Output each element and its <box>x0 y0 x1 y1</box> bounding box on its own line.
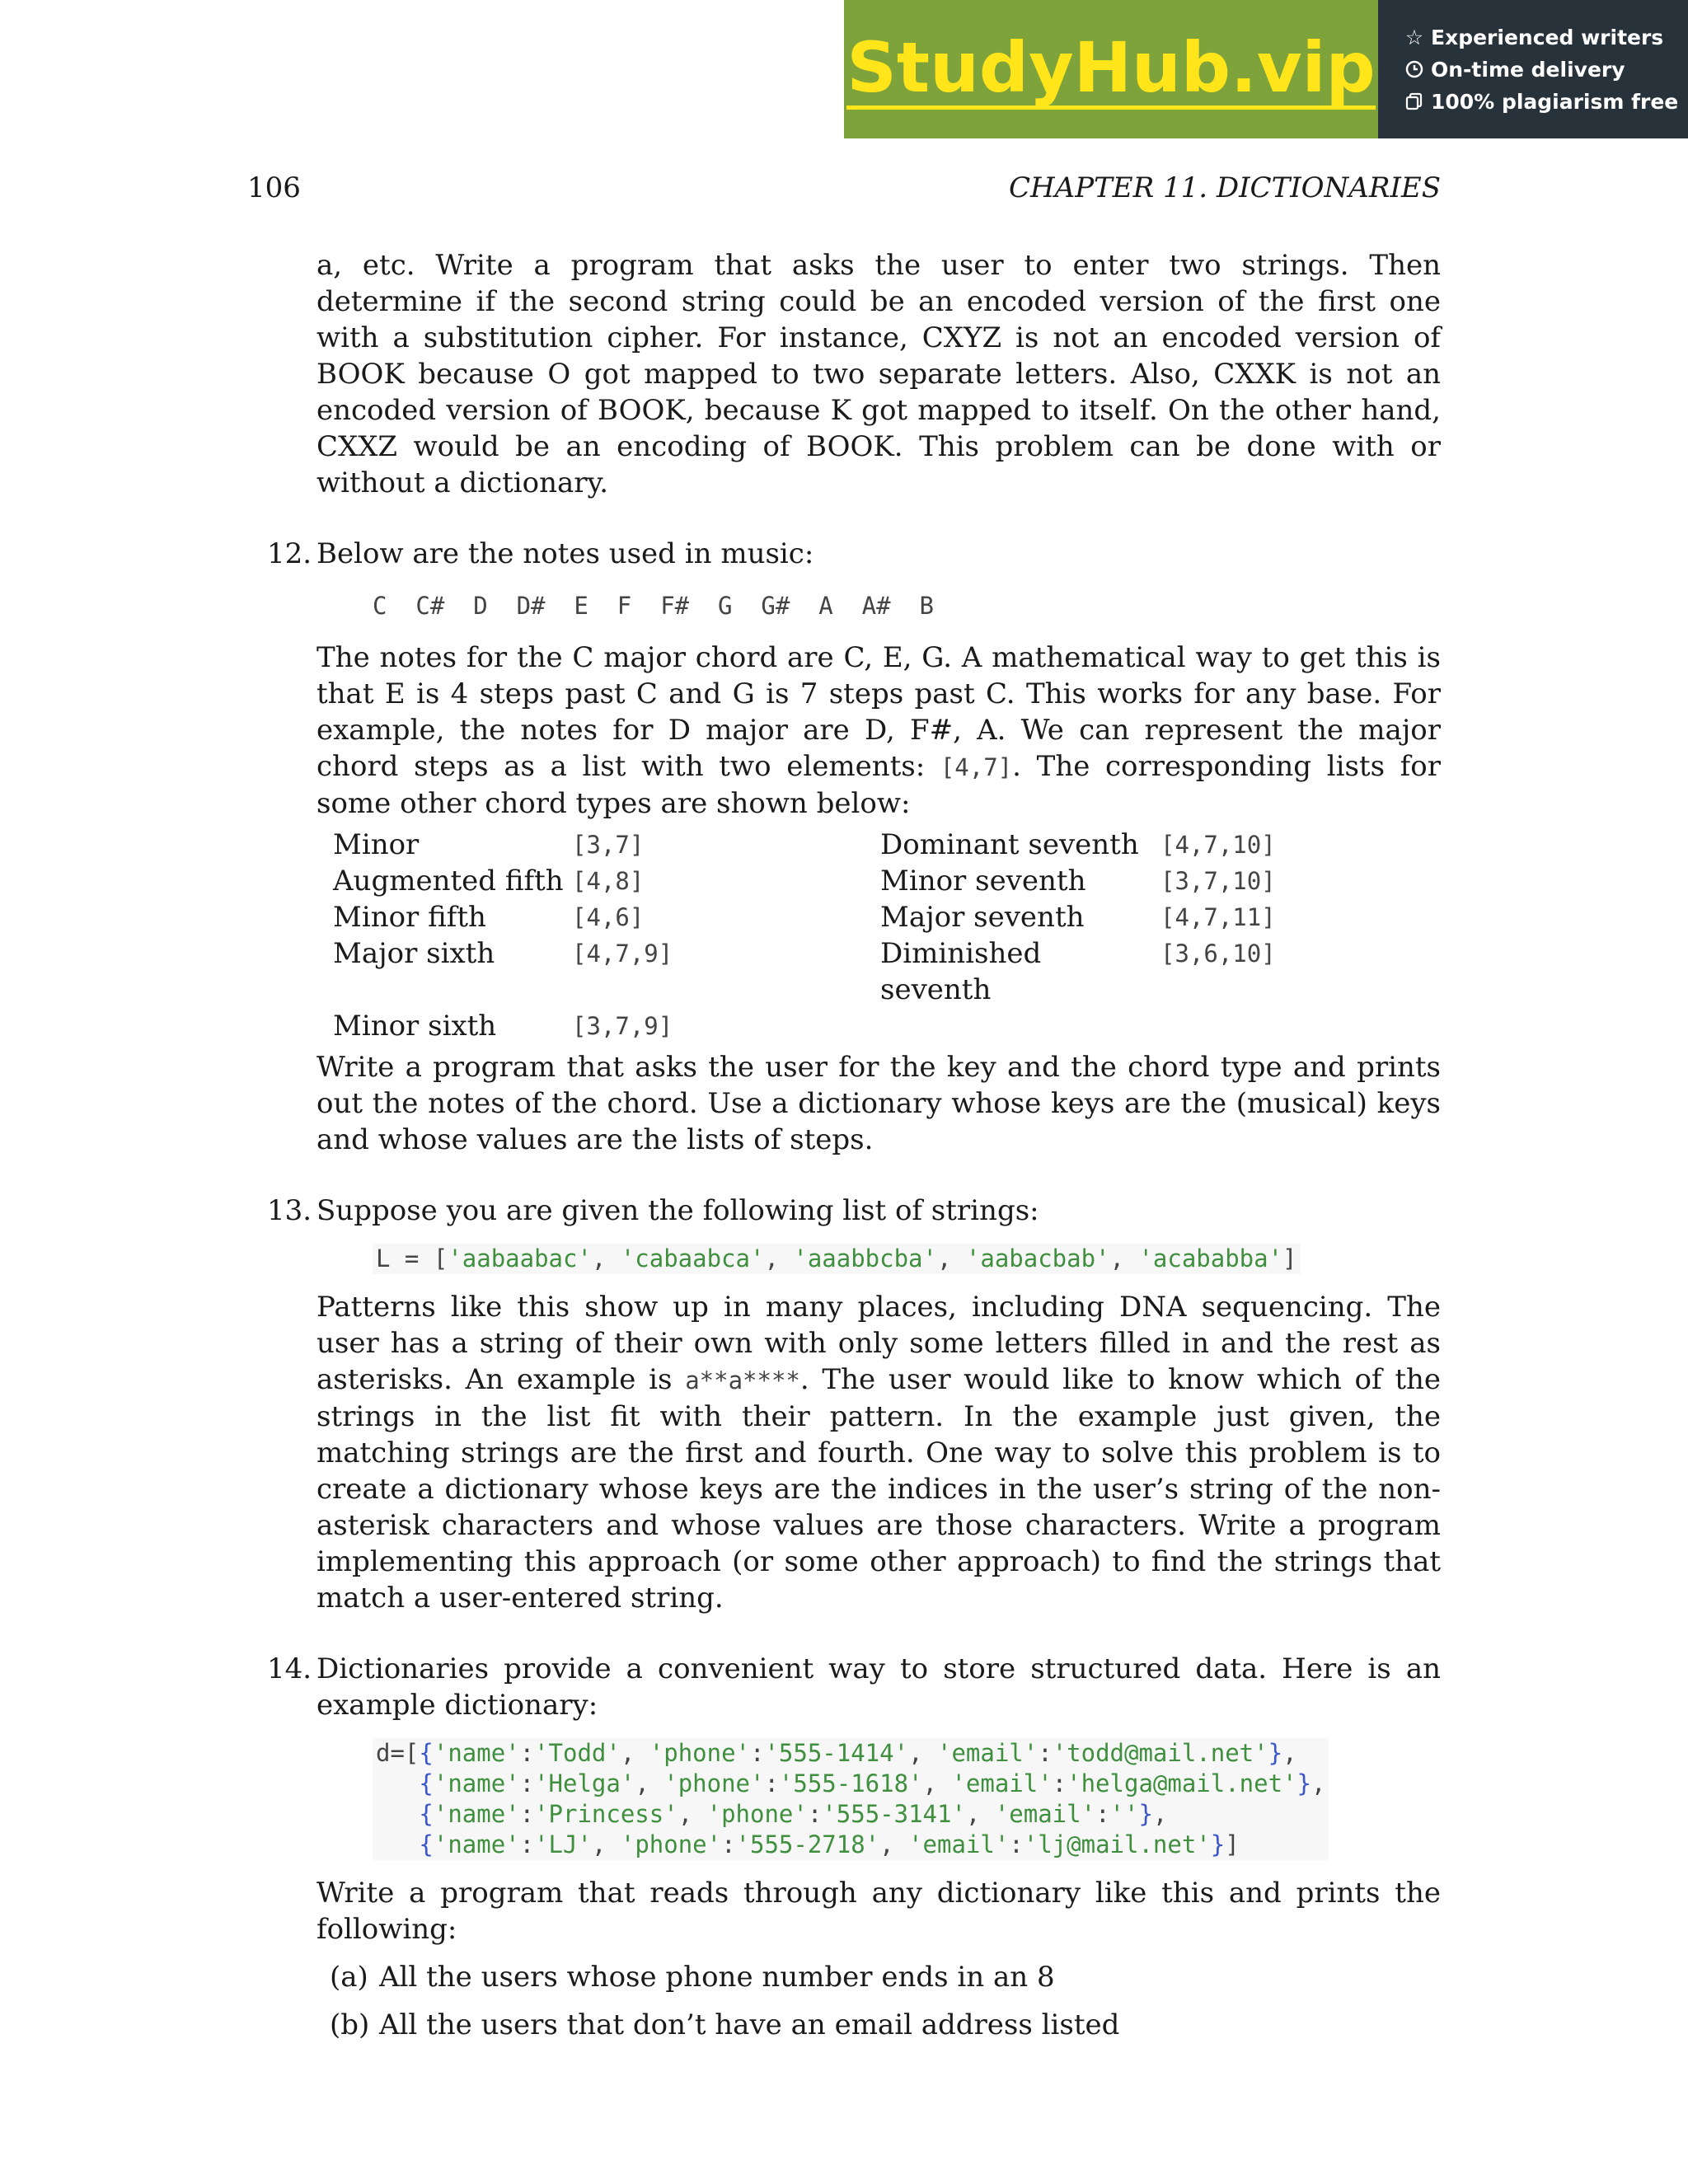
exercise-lead: Below are the notes used in music: <box>316 537 814 570</box>
chapter-title: CHAPTER 11. DICTIONARIES <box>1008 171 1441 204</box>
logo-text: StudyHub.vip <box>846 26 1376 108</box>
notes-code: C C# D D# E F F# G G# A A# B <box>373 592 934 620</box>
exercise-number: 14. <box>267 1652 312 1685</box>
inline-code: a**a**** <box>685 1366 800 1394</box>
feature-plagiarism: 100% plagiarism free <box>1404 90 1688 114</box>
exercise-lead: Dictionaries provide a convenient way to store structured data. Here is an example dictionary: <box>316 1652 1441 1722</box>
feature-writers: ☆ Experienced writers <box>1404 25 1664 49</box>
inline-code: [4,7] <box>940 753 1013 781</box>
exercise-number: 13. <box>267 1194 312 1227</box>
strings-code-block <box>373 1244 1301 1274</box>
dict-code-block <box>373 1738 1329 1860</box>
exercise-lead: Suppose you are given the following list of strings: <box>316 1194 1039 1227</box>
code-line: d=[{'name':'Todd', 'phone':'555-1414', 'email':'todd@mail.net'}, <box>376 1739 1297 1767</box>
chord-paragraph: The notes for the C major chord are C, E, G. A mathematical way to get this is that E is 4 steps past C and G is 7 steps past C. This works for any base. For example, the notes for D major are D, F#, A. We can represent the major chord steps as a list with two elements: [4,7]. The corresponding lists for some other chord types are shown below: <box>316 641 1441 820</box>
code-line: L = ['aabaabac', 'cabaabca', 'aaabbcba', 'aabacbab', 'acababba'] <box>376 1244 1297 1272</box>
clock-icon <box>1404 59 1424 79</box>
code-line: {'name':'LJ', 'phone':'555-2718', 'email':'lj@mail.net'}] <box>419 1830 1240 1858</box>
subitem-a: (a) All the users whose phone number ends in an 8 <box>330 1961 1055 1994</box>
intro-paragraph: a, etc. Write a program that asks the user to enter two strings. Then determine if the second string could be an encoded version of the first one with a substitution cipher. For instance, CXYZ is not an encoded version of BOOK because O got mapped to two separate letters. Also, CXXK is not an encoded version of BOOK, because K got mapped to itself. On the other hand, CXXZ would be an encoding of BOOK. This problem can be done with or without a dictionary. <box>316 249 1441 499</box>
table-row: Minor fifth [4,6] Major seventh [4,7,11] <box>333 901 1276 934</box>
chord-task-paragraph: Write a program that asks the user for the key and the chord type and prints out the notes of the chord. Use a dictionary whose keys are the (musical) keys and whose values are the lists of steps. <box>316 1051 1441 1156</box>
ad-banner[interactable] <box>844 0 1688 138</box>
chord-table <box>333 827 1276 1044</box>
code-line: {'name':'Helga', 'phone':'555-1618', 'email':'helga@mail.net'}, <box>419 1769 1326 1797</box>
pattern-paragraph: Patterns like this show up in many places, including DNA sequencing. The user has a string of their own with only some letters filled in and the rest as asterisks. An example is a**a****. The user would like to know which of the strings in the list fit with their pattern. In the example just given, the matching strings are the first and fourth. One way to solve this problem is to create a dictionary whose keys are the indices in the user’s string of the non-asterisk characters and whose values are those characters. Write a program implementing this approach (or some other approach) to find the strings that match a user-entered string. <box>316 1291 1442 1615</box>
banner-features <box>1378 0 1688 138</box>
exercise-12 <box>247 536 1441 1158</box>
exercise-number: 12. <box>267 537 312 570</box>
table-row: Minor sixth [3,7,9] <box>333 1010 673 1043</box>
copy-icon <box>1404 91 1424 111</box>
code-line: {'name':'Princess', 'phone':'555-3141', 'email':''}, <box>419 1800 1168 1828</box>
subitem-b: (b) All the users that don’t have an email address listed <box>330 2008 1120 2041</box>
table-row: Minor [3,7] Dominant seventh [4,7,10] <box>333 828 1276 861</box>
feature-delivery: On-time delivery <box>1404 58 1688 82</box>
page-body <box>247 247 1441 2043</box>
table-row: Major sixth [4,7,9] Diminished seventh [3,6,10] <box>333 937 1276 1006</box>
studyhub-logo[interactable] <box>844 0 1378 138</box>
page-number: 106 <box>247 171 301 204</box>
exercise-14 <box>247 1651 1441 2043</box>
dict-task-paragraph: Write a program that reads through any dictionary like this and prints the following: <box>316 1877 1441 1946</box>
table-row: Augmented fifth [4,8] Minor seventh [3,7,10] <box>333 865 1276 898</box>
exercise-13 <box>247 1193 1441 1616</box>
star-icon: ☆ <box>1404 25 1424 49</box>
